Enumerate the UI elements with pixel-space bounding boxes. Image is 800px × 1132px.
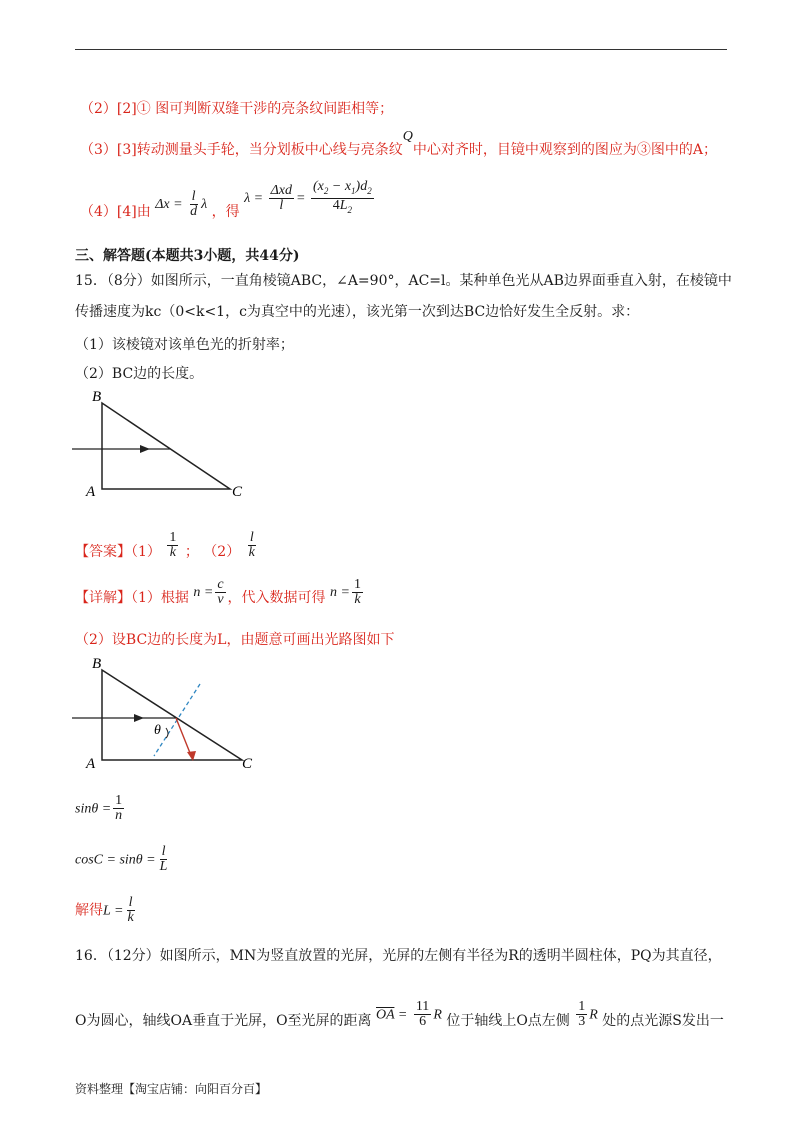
vertex-a-label-2: A <box>86 756 96 772</box>
formula-lambda: λ = $\frac{\text{Δxd}}{l}$ = $\frac{(x_2 - x_1)d_2}{4L_2}$ <box>244 179 372 215</box>
prev-line-3: （3）[3]转动测量头手轮，当分划板中心线与亮条纹Q中心对齐时，目镜中观察到的图应为③图中的A； <box>80 129 717 158</box>
eq-cos-c: cosC = sinθ = $\frac{l}{L}$ <box>75 844 168 874</box>
eq-solve-l: 解得L = $\frac{l}{k}$ <box>75 895 134 925</box>
q16-line-2: O为圆心，轴线OA垂直于光屏，O至光屏的距离 $\overline{OA}$ = $\frac{11}{6}$ R 位于轴线上O点左侧 $\frac{1}{3}$ R 处的点光源S发出一 <box>75 999 724 1029</box>
footer-note: 资料整理【淘宝店铺：向阳百分百】 <box>75 1082 268 1096</box>
q16-line-1: 16．（12分）如图所示，MN为竖直放置的光屏，光屏的左侧有半径为R的透明半圆柱体，PQ为其直径， <box>75 948 722 964</box>
formula-delta-x: Δx = $\frac{l}{d}$ λ <box>155 188 208 219</box>
prev-line-2: （2）[2]① 图可判断双缝干涉的亮条纹间距相等； <box>80 101 394 117</box>
vertex-a-label: A <box>86 484 96 500</box>
angle-arc <box>166 728 168 738</box>
theta-label: θ <box>154 723 161 738</box>
q15-line-2: 传播速度为kc（0<k<1，c为真空中的光速），该光第一次到达BC边恰好发生全反射。求： <box>75 304 640 320</box>
prism-triangle-2 <box>102 670 242 760</box>
q15-line-1: 15．（8分）如图所示，一直角棱镜ABC，∠A=90°，AC=l。某种单色光从AB边界面垂直入射，在棱镜中 <box>75 273 732 289</box>
vertex-b-label: B <box>92 389 102 405</box>
q15-sub-1: （1）该棱镜对该单色光的折射率； <box>75 337 294 353</box>
vertex-c-label-2: C <box>242 756 253 772</box>
vertex-b-label-2: B <box>92 656 102 672</box>
prism-triangle <box>102 403 230 489</box>
detail-line-1: 【详解】（1）根据 n = $\frac{c}{v}$ ，代入数据可得 n = $\frac{1}{k}$ <box>75 577 361 607</box>
prism-figure-2 <box>70 652 270 777</box>
answer-line: 【答案】（1） $\frac{1}{k}$ ； （2） $\frac{l}{k}$ <box>75 530 255 560</box>
prev-line-4: （4）[4]由 Δx = $\frac{l}{d}$ λ ，得 λ = $\frac{\text{Δxd}}{l}$ = $\frac{(x_2 - x_1)d_2}{4L_2}$ <box>80 186 376 223</box>
eq-sin-theta: sinθ = $\frac{1}{n}$ <box>75 793 123 823</box>
ray-arrowhead <box>140 445 150 453</box>
vertex-c-label: C <box>232 484 243 500</box>
q15-sub-2: （2）BC边的长度。 <box>75 366 204 382</box>
prism-figure-1 <box>70 385 260 505</box>
header-rule <box>75 49 727 50</box>
ray-arrowhead-2 <box>134 714 144 722</box>
detail-line-2: （2）设BC边的长度为L，由题意可画出光路图如下 <box>75 632 395 648</box>
section-title: 三、解答题(本题共3小题，共44分) <box>75 248 300 264</box>
